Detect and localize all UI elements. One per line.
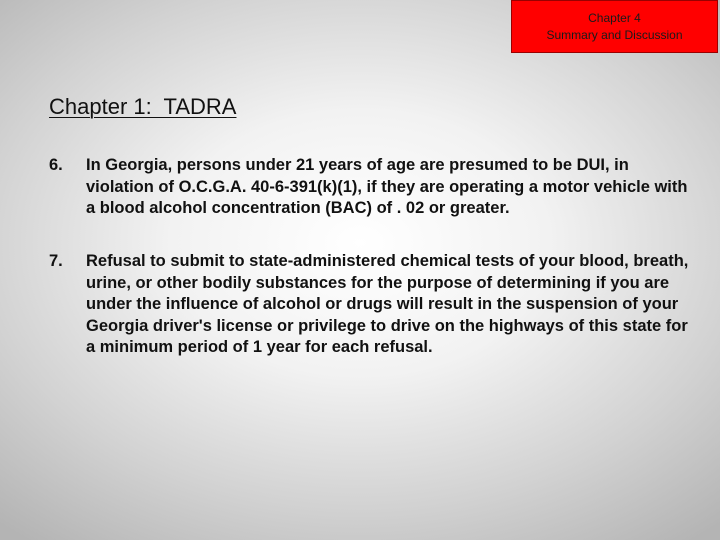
chapter-badge-subtitle: Summary and Discussion — [546, 27, 683, 42]
slide-title: Chapter 1: TADRA — [49, 94, 237, 119]
chapter-badge — [511, 0, 718, 53]
item-text: In Georgia, persons under 21 years of age are presumed to be DUI, in violation of O.C.G.A. 40-6-391(k)(1), if they are operating a motor vehicle with a blood alcohol concentration (BAC) of . 02 or greater. — [86, 156, 688, 217]
item-number: 7. — [49, 252, 63, 270]
item-number: 6. — [49, 156, 63, 174]
list-item — [49, 251, 689, 359]
item-text: Refusal to submit to state-administered chemical tests of your blood, breath, urine, or other bodily substances for the purpose of determining if you are under the influence of alcohol or drugs will result in the suspension of your Georgia driver's license or privilege to drive on the highways of this state for a minimum period of 1 year for each refusal. — [86, 252, 689, 356]
list-item — [49, 155, 689, 220]
chapter-badge-number: Chapter 4 — [588, 10, 641, 25]
